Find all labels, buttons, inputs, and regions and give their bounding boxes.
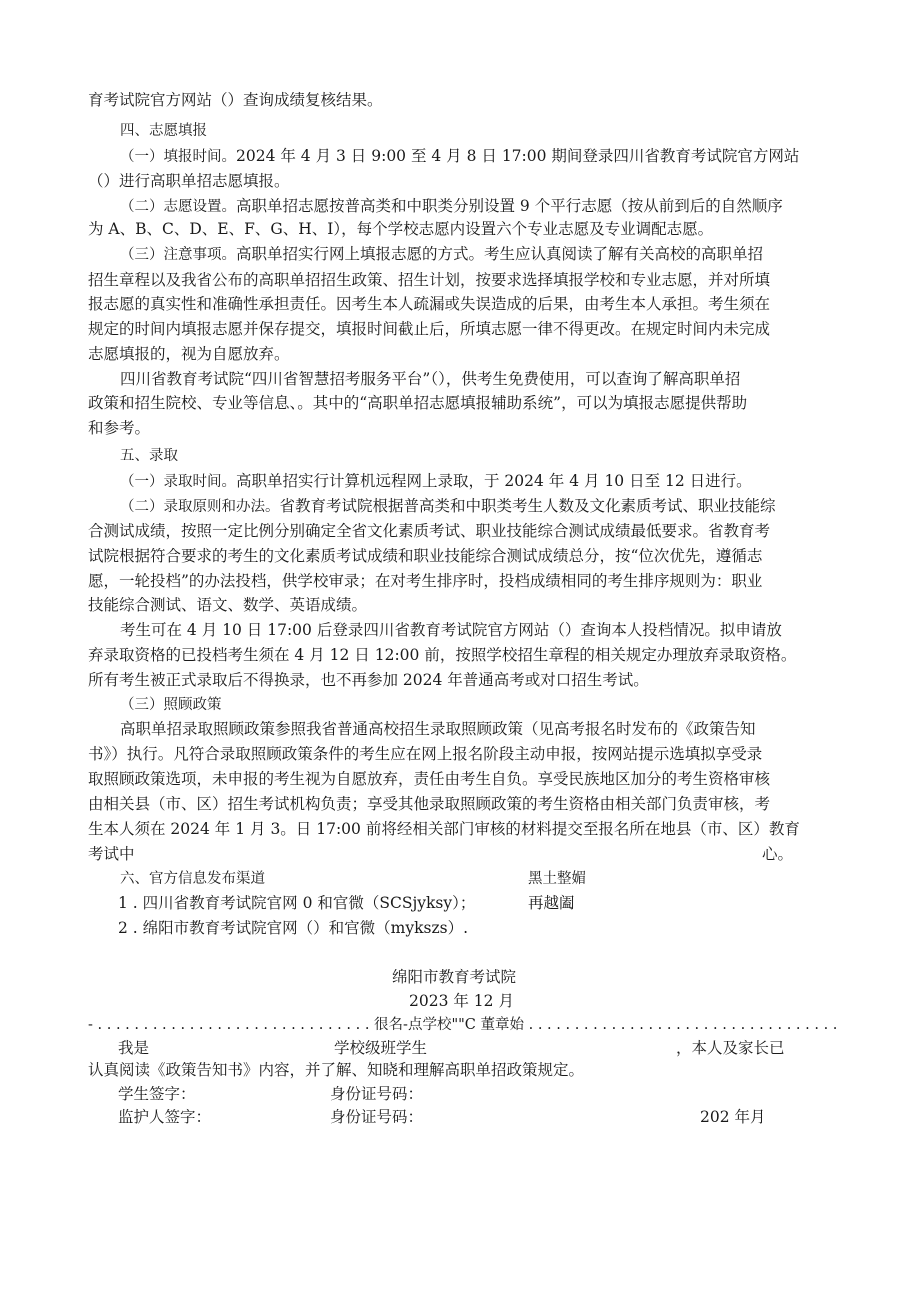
text-line: 育考试院官方网站（）查询成绩复核结果。 [88, 91, 383, 109]
text-line: 书》）执行。凡符合录取照顾政策条件的考生应在网上报名阶段主动申报，按网站提示选填拟享受录 [88, 745, 763, 763]
text-span: 我是 [118, 1039, 150, 1057]
section-heading-5: 五、录取 [120, 448, 178, 464]
date-label: 202 年月 [700, 1108, 766, 1126]
text-line: 考试中 [88, 845, 135, 863]
text-span: ，本人及家长已 [676, 1039, 785, 1057]
sub-heading: （一）填报时间。 [120, 149, 236, 165]
paragraph-line [120, 244, 763, 265]
text-line: 考生可在 4 月 10 日 17:00 后登录四川省教育考试院官方网站（）查询本人投档情况。拟申请放 [120, 621, 782, 639]
text-line: 招生章程以及我省公布的高职单招招生政策、招生计划，按要求选择填报学校和专业志愿，并对所填 [88, 271, 771, 289]
text-line: 和参考。 [88, 419, 151, 437]
text-line: 合测试成绩，按照一定比例分别确定全省文化素质考试、职业技能综合测试成绩最低要求。省教育考 [88, 522, 771, 540]
list-item: 2 . 绵阳市教育考试院官网（）和官微（mykszs）. [118, 919, 468, 937]
paragraph-line [120, 196, 783, 217]
paragraph-line [120, 496, 776, 517]
student-signature-label: 学生签字： [118, 1085, 196, 1103]
text-line: 弃录取资格的已投档考生须在 4 月 12 日 12:00 前，按照学校招生章程的相关规定办理放弃录取资格。 [88, 646, 797, 664]
sub-heading: （二）志愿设置。 [120, 199, 236, 215]
text-span: 学校级班学生 [334, 1039, 428, 1057]
text-line: 规定的时间内填报志愿并保存提交，填报时间截止后，所填志愿一律不得更改。在规定时间内未完成 [88, 320, 771, 338]
text-span: 高职单招志愿按普高类和中职类分别设置 9 个平行志愿（按从前到后的自然顺序 [236, 197, 783, 215]
sub-heading: （二）录取原则和办法。 [120, 499, 280, 515]
stamp-text: 再越阖 [528, 894, 575, 912]
signature-organization: 绵阳市教育考试院 [392, 968, 517, 986]
sub-heading: （一）录取时间。 [120, 474, 236, 490]
text-line: 报志愿的真实性和准确性承担责任。因考生本人疏漏或失误造成的后果，由考生本人承担。考生须在 [88, 295, 771, 313]
paragraph-line [120, 146, 799, 167]
cut-line: - . . . . . . . . . . . . . . . . . . . . . . . . . . . . . . 很名-点学校""C 董章始 . . . . . . . . . . . . . . . . . . . . . . . . . . . . . . . . . . [88, 1017, 838, 1033]
text-line: 为 A、B、C、D、E、F、G、H、I），每个学校志愿内设置六个专业志愿及专业调配志愿。 [88, 220, 714, 238]
section-heading-6: 六、官方信息发布渠道 [120, 871, 265, 887]
signature-date: 2023 年 12 月 [409, 992, 514, 1010]
text-span: 高职单招实行网上填报志愿的方式。考生应认真阅读了解有关高校的高职单招 [236, 245, 764, 263]
section-heading-4: 四、志愿填报 [120, 123, 207, 139]
text-line: 取照顾政策选项，未申报的考生视为自愿放弃，责任由考生自负。享受民族地区加分的考生资格审核 [88, 770, 771, 788]
text-line: 由相关县（市、区）招生考试机构负责；享受其他录取照顾政策的考生资格由相关部门负责审核，考 [88, 795, 771, 813]
text-span: 高职单招实行计算机远程网上录取，于 2024 年 4 月 10 日至 12 日进行。 [236, 472, 752, 490]
list-item: 1 . 四川省教育考试院官网 0 和官微（SCSjyksy）； [118, 894, 476, 912]
text-line: 认真阅读《政策告知书》内容，并了解、知晓和理解高职单招政策规定。 [88, 1061, 585, 1079]
text-line: 所有考生被正式录取后不得换录，也不再参加 2024 年普通高考或对口招生考试。 [88, 671, 649, 689]
sub-heading: （三）照顾政策 [120, 697, 222, 713]
text-line: 志愿填报的，视为自愿放弃。 [88, 345, 290, 363]
text-line: 愿，一轮投档”的办法投档，供学校审录；在对考生排序时，投档成绩相同的考生排序规则为：职业 [88, 572, 763, 590]
paragraph-line [120, 471, 752, 492]
sub-heading: （三）注意事项。 [120, 247, 236, 263]
id-number-label: 身份证号码： [330, 1085, 424, 1103]
text-line: 生本人须在 2024 年 1 月 3。日 17:00 前将经相关部门审核的材料提交至报名所在地县（市、区）教育 [88, 820, 800, 838]
text-line: 技能综合测试、语文、数学、英语成绩。 [88, 596, 368, 614]
text-span: 省教育考试院根据普高类和中职类考生人数及文化素质考试、职业技能综 [279, 497, 776, 515]
text-line: 政策和招生院校、专业等信息、。其中的“高职单招志愿填报辅助系统”，可以为填报志愿提供帮助 [88, 394, 748, 412]
text-line: （）进行高职单招志愿填报。 [88, 172, 290, 190]
text-line: 高职单招录取照顾政策参照我省普通高校招生录取照顾政策（见高考报名时发布的《政策告知 [120, 720, 756, 738]
id-number-label: 身份证号码： [330, 1108, 424, 1126]
text-line: 试院根据符合要求的考生的文化素质考试成绩和职业技能综合测试成绩总分，按“位次优先，遵循志 [88, 547, 763, 565]
text-line: 四川省教育考试院“四川省智慧招考服务平台”（），供考生免费使用，可以查询了解高职单招 [120, 370, 741, 388]
text-line: 心。 [762, 845, 794, 863]
guardian-signature-label: 监护人签字： [118, 1108, 212, 1126]
text-span: 2024 年 4 月 3 日 9:00 至 4 月 8 日 17:00 期间登录四川省教育考试院官方网站 [236, 147, 800, 165]
stamp-text: 黑土整媚 [528, 871, 586, 887]
